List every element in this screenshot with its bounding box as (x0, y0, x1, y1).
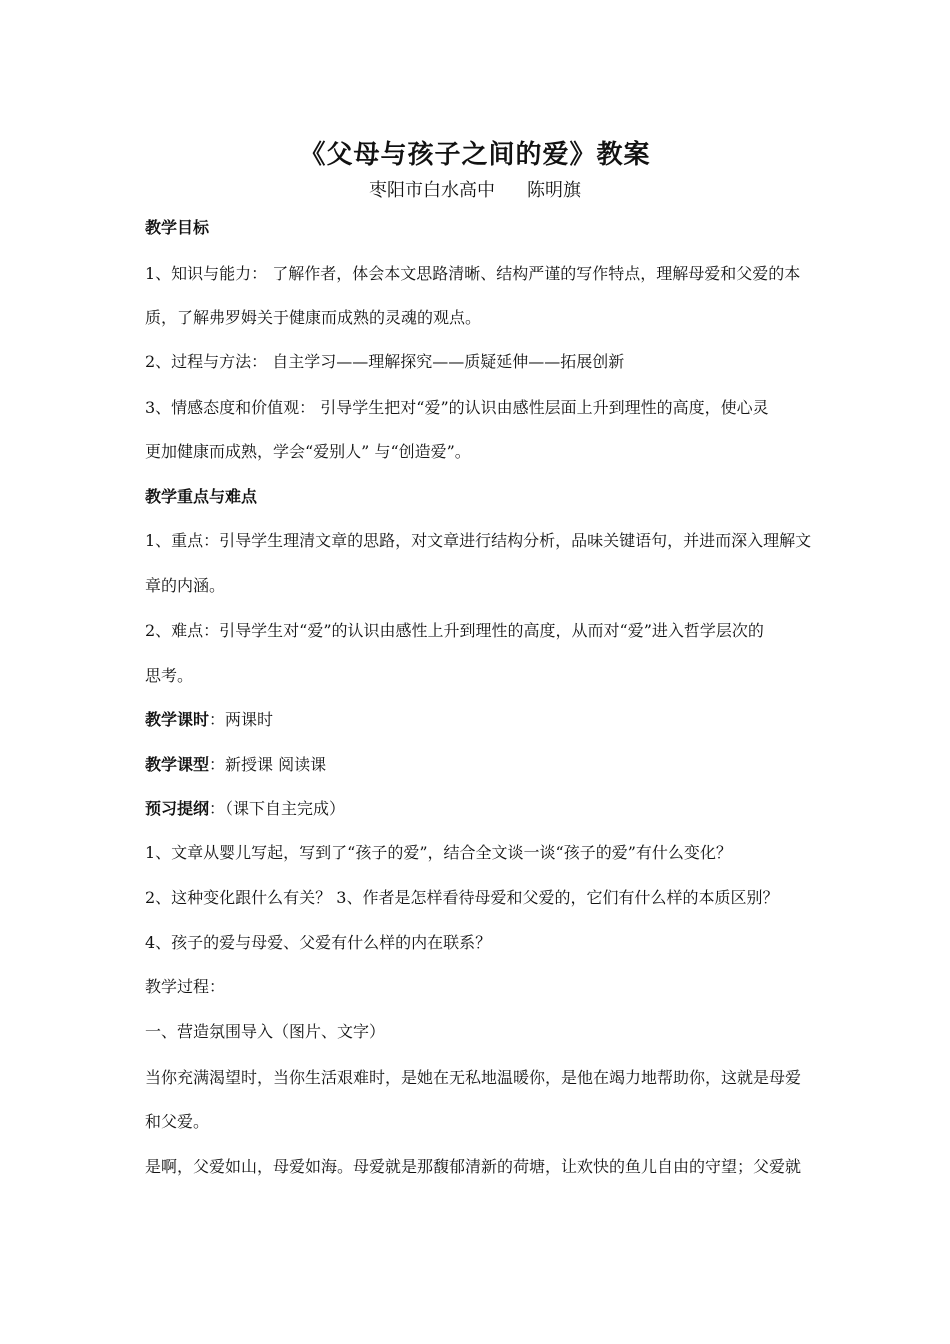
lesson-hours-value: ：两课时 (209, 710, 274, 729)
goal-1-line-1: 1、知识与能力： 了解作者，体会本文思路清晰、结构严谨的写作特点，理解母爱和父爱的本 (145, 264, 801, 283)
lesson-type-label: 教学课型 (145, 755, 210, 774)
preview-label: 预习提纲 (145, 799, 210, 818)
byline (0, 176, 950, 202)
page-title: 《父母与孩子之间的爱》教案 (299, 140, 651, 170)
school-name: 枣阳市白水高中 (369, 180, 495, 201)
goal-2: 2、过程与方法： 自主学习——理解探究——质疑延伸——拓展创新 (145, 352, 625, 371)
lesson-hours-label: 教学课时 (145, 710, 210, 729)
goal-1-line-2: 质，了解弗罗姆关于健康而成熟的灵魂的观点。 (145, 308, 482, 327)
key-2-line-2: 思考。 (145, 666, 194, 685)
goals-heading: 教学目标 (145, 218, 210, 237)
key-1-line-2: 章的内涵。 (145, 576, 226, 595)
question-1: 1、文章从婴儿写起，写到了“孩子的爱”，结合全文谈一谈“孩子的爱”有什么变化？ (145, 843, 732, 862)
lesson-type (145, 754, 810, 776)
question-4: 4、孩子的爱与母爱、父爱有什么样的内在联系？ (145, 933, 492, 952)
author-name: 陈明旗 (527, 180, 581, 201)
key-2-line-1: 2、难点：引导学生对“爱”的认识由感性上升到理性的高度，从而对“爱”进入哲学层次的 (145, 621, 764, 640)
paragraph-1-line-2: 和父爱。 (145, 1112, 210, 1131)
goal-3-line-1: 3、情感态度和价值观： 引导学生把对“爱”的认识由感性层面上升到理性的高度，使心灵 (145, 398, 769, 417)
goal-3-line-2: 更加健康而成熟，学会“爱别人” 与“创造爱”。 (145, 442, 471, 461)
paragraph-2-line-1: 是啊，父爱如山，母爱如海。母爱就是那馥郁清新的荷塘，让欢快的鱼儿自由的守望；父爱就 (145, 1157, 802, 1176)
lesson-type-value: ：新授课 阅读课 (209, 755, 327, 774)
process-heading: 教学过程： (145, 977, 226, 996)
step-1: 一、营造氛围导入（图片、文字） (145, 1022, 386, 1041)
lesson-hours (145, 709, 810, 731)
question-2-3: 2、这种变化跟什么有关？ 3、作者是怎样看待母爱和父爱的，它们有什么样的本质区别？ (145, 888, 779, 907)
paragraph-1-line-1: 当你充满渴望时，当你生活艰难时，是她在无私地温暖你，是他在竭力地帮助你，这就是母爱 (145, 1068, 802, 1087)
key-1-line-1: 1、重点：引导学生理清文章的思路，对文章进行结构分析，品味关键语句，并进而深入理解文 (145, 531, 812, 550)
keypoints-heading: 教学重点与难点 (145, 487, 258, 506)
preview-value: ：（课下自主完成） (209, 799, 346, 818)
preview-outline (145, 798, 810, 820)
